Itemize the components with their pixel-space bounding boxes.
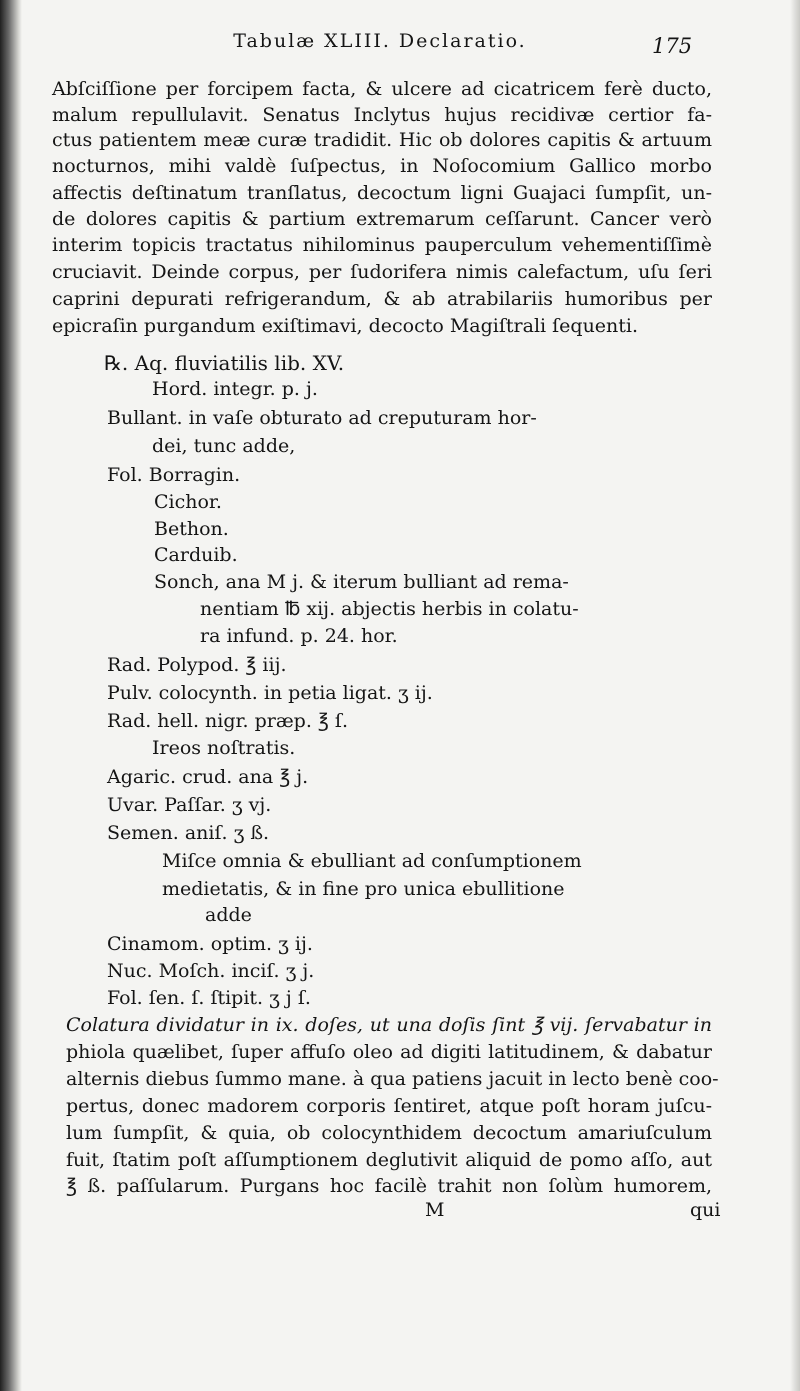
recipe-line: Cichor. [154, 491, 222, 513]
recipe-line: ra infund. p. 24. hor. [200, 625, 398, 647]
recipe-line: Hord. integr. p. j. [152, 378, 318, 400]
text-line: ℥ ß. paſſularum. Purgans hoc facilè trahit non ſolùm humorem, [66, 1175, 712, 1197]
recipe-line: Bullant. in vaſe obturato ad creputuram hor- [107, 407, 537, 429]
recipe-line: Semen. aniſ. ʒ ß. [107, 822, 270, 844]
recipe-line: Fol. ſen. ſ. ſtipit. ʒ j ſ. [107, 987, 311, 1009]
recipe-line: Rad. Polypod. ℥ iij. [107, 654, 287, 676]
text-line: de dolores capitis & partium extremarum ceſſarunt. Cancer verò [52, 208, 712, 230]
recipe-line: ℞. Aq. fluviatilis lib. XV. [104, 351, 345, 375]
recipe-line: Ireos noſtratis. [152, 737, 296, 759]
text-line: caprini depurati refrigerandum, & ab atrabilariis humoribus per [52, 288, 712, 310]
page-edge-shadow [790, 0, 800, 1391]
text-line: Abſciſſione per forcipem facta, & ulcere ad cicatricem ferè ducto, [52, 78, 712, 100]
text-line: Colatura dividatur in ix. doſes, ut una doſis ſint ℥ vij. ſervabatur in [66, 1014, 712, 1036]
recipe-line: Bethon. [154, 518, 229, 540]
text-line: epicraſin purgandum exiſtimavi, decocto Magiſtrali ſequenti. [52, 315, 639, 337]
binding-gutter-shadow [0, 0, 22, 1391]
text-line: cruciavit. Deinde corpus, per ſudorifera nimis calefactum, uſu ſeri [52, 261, 712, 283]
recipe-line: Sonch, ana M j. & iterum bulliant ad rema- [154, 571, 569, 593]
recipe-line: Uvar. Paſſar. ʒ vj. [107, 794, 272, 816]
text-line: nocturnos, mihi valdè ſuſpectus, in Noſocomium Gallico morbo [52, 155, 712, 177]
recipe-line: Nuc. Moſch. inciſ. ʒ j. [107, 960, 315, 982]
text-line: interim topicis tractatus nihilominus pauperculum vehementiſſimè [52, 234, 712, 256]
recipe-line: Fol. Borragin. [107, 464, 241, 486]
catchword: qui [690, 1199, 721, 1221]
recipe-line: Miſce omnia & ebulliant ad conſumptionem [162, 850, 582, 872]
recipe-line: Carduib. [154, 544, 238, 566]
text-line: malum repullulavit. Senatus Inclytus hujus recidivæ certior fa- [52, 104, 712, 126]
page-number: 175 [652, 34, 693, 58]
text-line: lum ſumpſit, & quia, ob colocynthidem decoctum amariuſculum [66, 1122, 712, 1144]
recipe-line: Agaric. crud. ana ℥ j. [107, 766, 309, 788]
recipe-line: medietatis, & in fine pro unica ebullitione [162, 878, 565, 900]
text-line: ctus patientem meæ curæ tradidit. Hic ob dolores capitis & artuum [52, 129, 712, 151]
recipe-line: Rad. hell. nigr. præp. ℥ ſ. [107, 710, 349, 732]
recipe-line: Pulv. colocynth. in petia ligat. ʒ ij. [107, 682, 433, 704]
recipe-line: adde [205, 904, 252, 926]
running-title: Tabulæ XLIII. Declaratio. [233, 30, 527, 52]
signature-mark: M [425, 1199, 445, 1221]
text-line: alternis diebus ſummo mane. à qua patiens jacuit in lecto benè coo- [66, 1068, 719, 1090]
text-line: phiola quælibet, ſuper affuſo oleo ad digiti latitudinem, & dabatur [66, 1041, 712, 1063]
text-line: pertus, donec madorem corporis ſentiret, atque poſt horam juſcu- [66, 1095, 712, 1117]
recipe-line: Cinamom. optim. ʒ ij. [107, 933, 313, 955]
text-line: fuit, ſtatim poſt aſſumptionem deglutivit aliquid de pomo aſſo, aut [66, 1149, 712, 1171]
recipe-line: nentiam ℔ xij. abjectis herbis in colatu- [200, 598, 579, 620]
text-line: affectis deſtinatum tranſlatus, decoctum ligni Guajaci ſumpſit, un- [52, 182, 712, 204]
recipe-line: dei, tunc adde, [152, 435, 296, 457]
